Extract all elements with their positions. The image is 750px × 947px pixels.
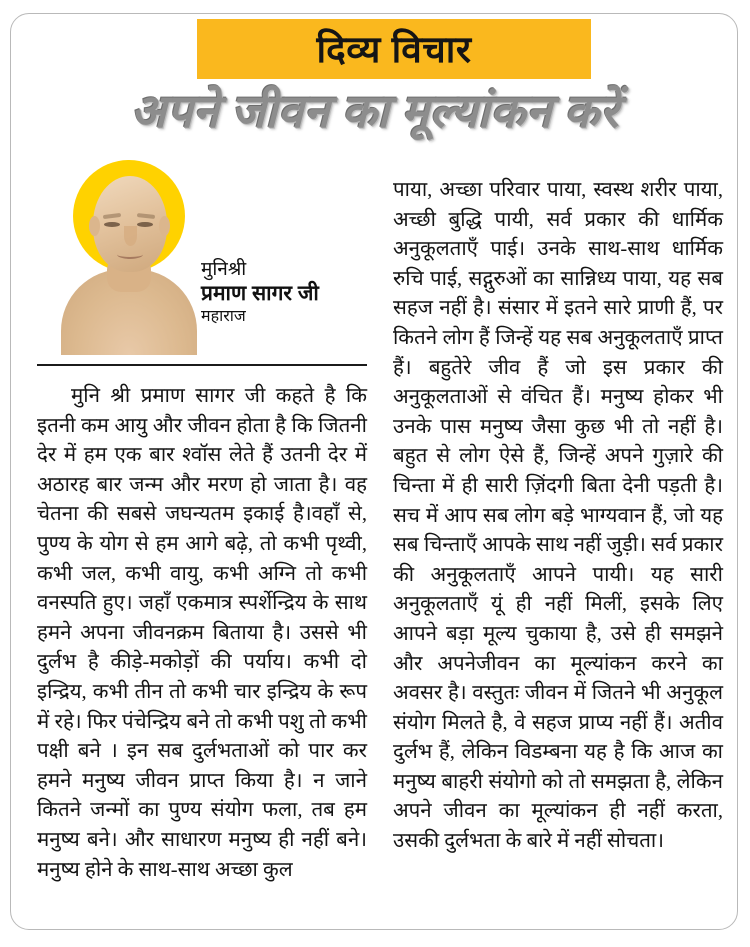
portrait-nose (124, 226, 137, 246)
article-columns (11, 154, 738, 930)
author-honorific: मुनिश्री (201, 259, 247, 280)
article-body-right: पाया, अच्छा परिवार पाया, स्वस्थ शरीर पाया, अच्छी बुद्धि पायी, सर्व प्रकार की धार्मिक अनुकूलताएँ पाई। उनके साथ-साथ धार्मिक रुचि पाई, सद्गुरुओं का सान्निध्य पाया, यह सब सहज नहीं है। संसार में इतने सारे प्राणी हैं, पर कितने लोग हैं जिन्हें यह सब अनुकूलताएँ प्राप्त हैं। बहुतेरे जीव हैं जो इस प्रकार की अनुकूलताओं से वंचित हैं। मनुष्य होकर भी उनके पास मनुष्य जैसा कुछ भी तो नहीं है। बहुत से लोग ऐसे हैं, जिन्हें अपने गुज़ारे की चिन्ता में ही सारी ज़िंदगी बिता देनी पड़ती है। सच में आप सब लोग बड़े भाग्यवान हैं, जो यह सब चिन्ताएँ आपके साथ नहीं जुड़ी। सर्व प्रकार की अनुकूलताएँ आपने पायी। यह सारी अनुकूलताएँ यूं ही नहीं मिलीं, इसके लिए आपने बड़ा मूल्य चुकाया है, उसे ही समझने और अपनेजीवन का मूल्यांकन करने का अवसर है। वस्तुतः जीवन में जितने भी अनुकूल संयोग मिलते है, वे सहज प्राप्य नहीं हैं। अतीव दुर्लभ हैं, लेकिन विडम्बना यह है कि आज का मनुष्य बाहरी संयोगो को तो समझता है, लेकिन अपने जीवन का मूल्यांकन ही नहीं करता, उसकी दुर्लभता के बारे में नहीं सोचता। (393, 179, 723, 853)
article-body-left: मुनि श्री प्रमाण सागर जी कहते है कि इतनी कम आयु और जीवन होता है कि जितनी देर में हम एक बार श्वॉस लेते हैं उतनी देर में अठारह बार जन्म और मरण हो जाता है। वह चेतना की सबसे जघन्यतम इकाई है।वहाँ से, पुण्य के योग से हम आगे बढ़े, तो कभी पृथ्वी, कभी जल, कभी वायु, कभी अग्नि तो कभी वनस्पति हुए। जहाँ एकमात्र स्पर्शेन्द्रिय के साथ हमने अपना जीवनक्रम बिताया है। उससे भी दुर्लभ है कीड़े-मकोड़ों की पर्याय। कभी दो इन्द्रिय, कभी तीन तो कभी चार इन्द्रिय के रूप में रहे। फिर पंचेन्द्रिय बने तो कभी पशु तो कभी पक्षी बने । इन सब दुर्लभताओं को पार कर हमने मनुष्य जीवन प्राप्त किया है। न जाने कितने जन्मों का पुण्य संयोग फला, तब हम मनुष्य बने। और साधारण मनुष्य ही नहीं बने। मनुष्य होने के साथ-साथ अच्छा कुल (37, 385, 367, 881)
author-caption (201, 258, 369, 326)
section-banner-title: दिव्य विचार (316, 28, 472, 70)
author-title: महाराज (201, 307, 246, 325)
article-headline: अपने जीवन का मूल्यांकन करें (130, 86, 620, 137)
headline-container (11, 86, 738, 139)
author-name: प्रमाण सागर जी (201, 282, 319, 306)
portrait-eye-left (104, 222, 120, 227)
portrait-eye-right (137, 222, 153, 227)
left-column (29, 154, 371, 881)
column-divider-rule (37, 364, 367, 366)
monk-portrait-illustration (67, 160, 191, 355)
author-photo (67, 160, 191, 355)
portrait-mouth (117, 250, 143, 259)
portrait-block (29, 154, 371, 370)
newspaper-clipping-card (10, 13, 738, 930)
portrait-ear-right (159, 216, 170, 236)
section-banner (197, 19, 591, 79)
portrait-ear-left (89, 216, 100, 236)
